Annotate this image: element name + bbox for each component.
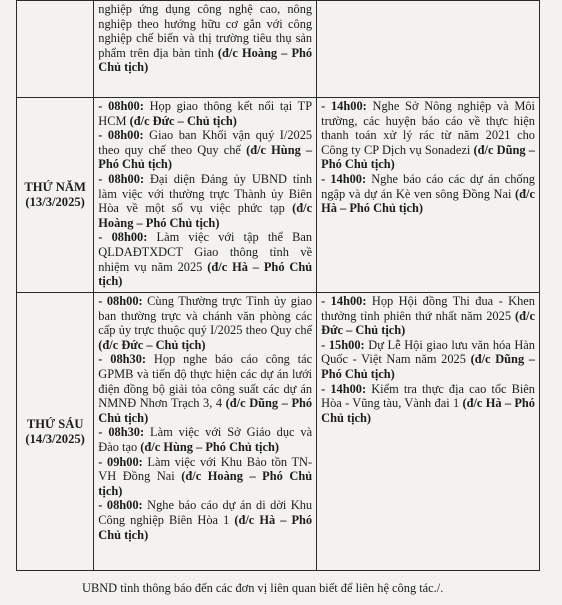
schedule-item — [98, 498, 312, 542]
schedule-row-continued — [17, 1, 540, 98]
item-text: nghiệp ứng dụng công nghệ cao, nông nghiệp theo hướng hữu cơ gắn với công nghiệp chế biến và thị trường tiêu thụ sản phẩm trên địa bàn tỉnh — [98, 2, 313, 60]
item-emphasis-text: (đ/c Hoàng – Phó Chủ tịch) — [98, 201, 313, 230]
item-emphasis-text: - 08h00: — [98, 128, 144, 143]
morning-cell — [94, 293, 317, 571]
item-emphasis-text: (đ/c Hoàng – Phó Chủ tịch) — [98, 45, 313, 75]
item-text: Làm việc với Khu Bảo tồn TN-VH Đồng Nai — [98, 454, 313, 484]
item-emphasis-text: (đ/c Hà – Phó Chủ tịch) — [321, 186, 535, 216]
schedule-item — [98, 352, 312, 425]
day-cell-thursday — [17, 98, 94, 293]
schedule-item — [98, 294, 312, 352]
item-emphasis-text: (đ/c Đức – Chủ tịch) — [321, 308, 535, 338]
schedule-item — [321, 99, 535, 172]
schedule-item — [98, 425, 312, 454]
item-emphasis-text: - 08h00: — [98, 498, 143, 513]
item-text: Dự Lễ Hội giao lưu văn hóa Hàn Quốc - Việt Nam năm 2025 — [321, 337, 535, 367]
item-emphasis-text: (đ/c Đức – Chủ tịch) — [98, 337, 206, 352]
item-text: Giao ban Khối vận quý I/2025 theo quy chế theo Quy chế — [98, 128, 313, 157]
day-cell-empty — [17, 1, 94, 98]
schedule-item — [321, 338, 535, 382]
schedule-table — [16, 0, 540, 571]
afternoon-cell — [317, 293, 540, 571]
item-emphasis-text: (đ/c Đức – Chủ tịch) — [129, 113, 237, 128]
item-emphasis-text: - 09h00: — [98, 454, 143, 469]
day-name: THỨ SÁU — [26, 416, 84, 431]
afternoon-cell — [317, 1, 540, 98]
footer-note: UBND tỉnh thông báo đến các đơn vị liên quan biết để liên hệ công tác./. — [82, 581, 444, 595]
item-emphasis-text: (đ/c Hà – Phó Chủ tịch) — [321, 396, 535, 425]
day-cell-friday — [17, 293, 94, 571]
item-emphasis-text: (đ/c Hoàng – Phó Chủ tịch) — [98, 469, 313, 498]
item-text: Kiểm tra thực địa cao tốc Biên Hòa - Vũng tàu, Vành đai 1 — [321, 381, 535, 411]
item-emphasis-text: - 08h00: — [98, 171, 145, 186]
item-text: Họp nghe báo cáo công tác GPMB và tiến độ thực hiện các dự án lưới điện đồng bộ giải tỏa công suất các dự án NMNĐ Nhơn Trạch 3, 4 — [98, 352, 313, 411]
afternoon-cell — [317, 98, 540, 293]
item-text: Làm việc với tập thể Ban QLDAĐTXDCT Giao thông tỉnh về nhiệm vụ năm 2025 — [98, 230, 313, 274]
item-text: Nghe Sở Nông nghiệp và Môi trường, các huyện báo cáo về thực hiện thanh toán xử lý rác từ năm 2021 cho Công ty CP Dịch vụ Sonadezi — [321, 99, 535, 157]
schedule-row-thursday — [17, 98, 540, 293]
schedule-item — [321, 172, 535, 216]
item-emphasis-text: - 08h00: — [98, 99, 144, 113]
item-emphasis-text: (đ/c Dũng – Phó Chủ tịch) — [98, 396, 313, 425]
item-text: Làm việc với Sở Giáo dục và Đào tạo — [98, 425, 313, 454]
item-emphasis-text: - 14h00: — [321, 294, 367, 308]
schedule-item — [321, 294, 535, 338]
schedule-row-friday — [17, 293, 540, 571]
item-emphasis-text: (đ/c Hà – Phó Chủ tịch) — [98, 512, 313, 542]
item-emphasis-text: (đ/c Hùng – Phó Chủ tịch) — [140, 439, 279, 454]
day-date: (13/3/2025) — [25, 195, 85, 209]
item-text: Nghe báo cáo dự án di dời Khu Công nghiệp Biên Hòa 1 — [98, 498, 313, 527]
item-text: Nghe báo cáo các dự án chống ngập và dự án Kè ven sông Đồng Nai — [321, 171, 535, 201]
item-text: Đại diện Đảng ủy UBND tỉnh làm việc với thường trực Thành ủy Biên Hòa về một số vụ việc phức tạp — [98, 171, 313, 216]
item-emphasis-text: - 14h00: — [321, 171, 367, 186]
item-emphasis-text: - 15h00: — [321, 337, 365, 352]
item-text: Họp Hội đồng Thi đua - Khen thưởng tỉnh phiên thứ nhất năm 2025 — [321, 294, 535, 323]
item-emphasis-text: - 14h00: — [321, 381, 367, 396]
morning-cell — [94, 98, 317, 293]
schedule-item — [98, 172, 312, 230]
item-emphasis-text: - 08h30: — [98, 425, 145, 440]
day-date: (14/3/2025) — [25, 431, 85, 446]
morning-cell — [94, 1, 317, 98]
day-name: THỨ NĂM — [24, 180, 86, 194]
item-text: Họp giao thông kết nối tại TP HCM — [98, 99, 313, 128]
item-emphasis-text: (đ/c Dũng – Phó Chủ tịch) — [321, 142, 535, 172]
item-emphasis-text: (đ/c Hà – Phó Chủ tịch) — [98, 259, 313, 289]
schedule-item — [98, 455, 312, 499]
schedule-item — [98, 230, 312, 288]
item-emphasis-text: (đ/c Hùng – Phó Chủ tịch) — [98, 142, 313, 172]
item-emphasis-text: - 14h00: — [321, 99, 367, 113]
schedule-item — [98, 99, 312, 128]
schedule-item — [321, 382, 535, 426]
item-emphasis-text: - 08h30: — [98, 352, 147, 367]
item-emphasis-text: - 08h00: — [98, 294, 143, 308]
item-text: Cùng Thường trực Tỉnh ủy giao ban thường trực và chánh văn phòng các cấp ủy trực thuộc quý I/2025 theo Quy chế — [98, 294, 313, 338]
item-emphasis-text: - 08h00: — [98, 230, 148, 245]
item-emphasis-text: (đ/c Dũng – Phó Chủ tịch) — [321, 352, 535, 381]
schedule-item — [98, 128, 312, 172]
schedule-item — [98, 2, 312, 75]
